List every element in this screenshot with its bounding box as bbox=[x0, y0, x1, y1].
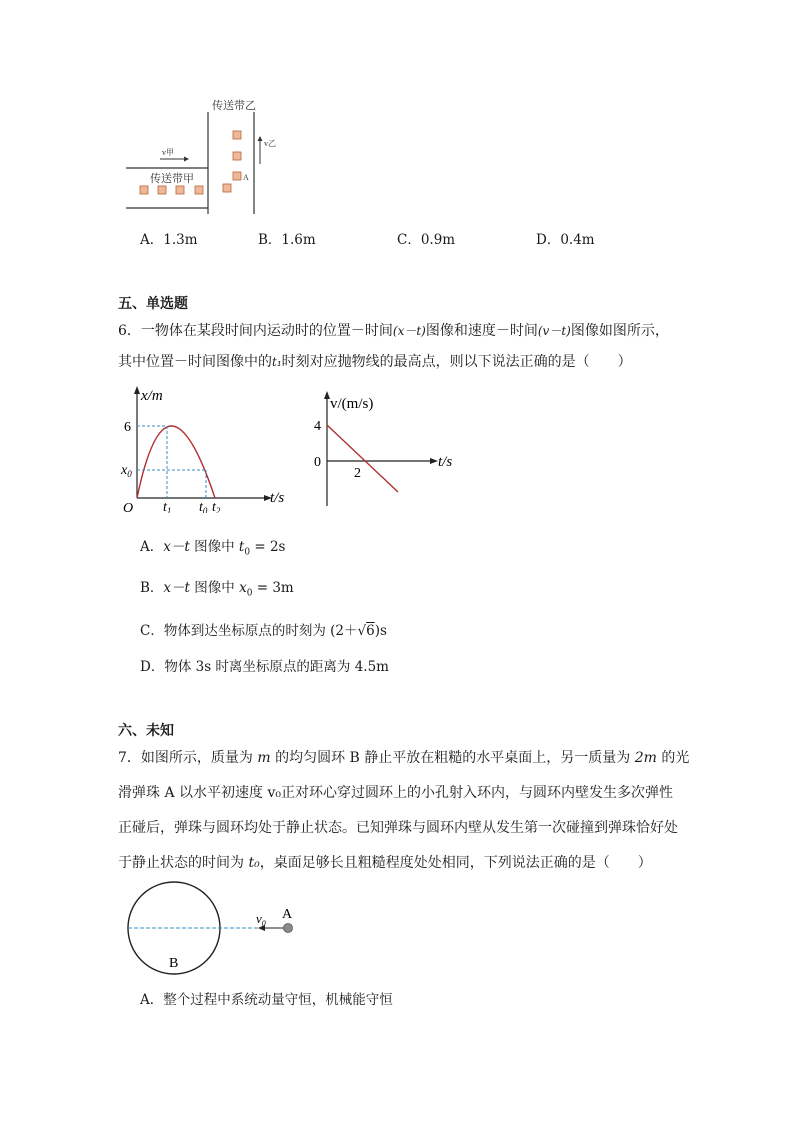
vt-line bbox=[327, 425, 398, 492]
v0-label: $v_0$ bbox=[256, 911, 266, 928]
vt-x-label: t/s bbox=[438, 454, 453, 470]
belt-jia-label: 传送带甲 bbox=[150, 173, 194, 185]
v-yi-arrowhead bbox=[258, 136, 263, 141]
ring-b-label: B bbox=[169, 956, 179, 971]
vt-y-label: v/(m/s) bbox=[330, 396, 374, 412]
vt-zero: 0 bbox=[314, 455, 321, 470]
xt-graph bbox=[118, 383, 298, 513]
q7-line-1: 7．如图所示，质量为 m 的均匀圆环 B 静止平放在粗糙的水平桌面上，另一质量为 2m 的光 bbox=[118, 750, 690, 766]
package bbox=[233, 131, 241, 139]
xt-peak-value: 6 bbox=[124, 420, 131, 435]
ball-a-label: A bbox=[282, 907, 293, 922]
xt-y-arrowhead bbox=[134, 386, 140, 394]
ball-a bbox=[284, 924, 293, 933]
package-a bbox=[233, 172, 241, 180]
ring-figure bbox=[118, 880, 308, 978]
point-a-label: A bbox=[243, 173, 249, 182]
q6-text: 图像如图所示， bbox=[570, 323, 669, 339]
q6-text: 6．一物体在某段时间内运动时的位置－时间 bbox=[118, 323, 393, 339]
vt-y-tick: 4 bbox=[314, 419, 321, 434]
vt-graph bbox=[308, 388, 468, 510]
package bbox=[233, 152, 241, 160]
package bbox=[223, 184, 231, 192]
q5-option-c[interactable]: C．0.9m bbox=[397, 232, 456, 248]
package bbox=[140, 186, 148, 194]
section-five-title: 五、单选题 bbox=[118, 296, 188, 312]
xt-x0-label: $x_0$ bbox=[121, 463, 132, 479]
q5-option-b[interactable]: B．1.6m bbox=[258, 232, 316, 248]
q6-vt-notation: (v－t) bbox=[537, 324, 571, 338]
vt-x-arrowhead bbox=[430, 458, 438, 464]
vt-x-tick: 2 bbox=[354, 466, 361, 481]
section-six-title: 六、未知 bbox=[118, 723, 174, 739]
package bbox=[158, 186, 166, 194]
q6-text: 图像和速度－时间 bbox=[425, 323, 538, 339]
belt-yi-label: 传送带乙 bbox=[212, 100, 256, 112]
package bbox=[195, 186, 203, 194]
xt-origin-label: O bbox=[123, 501, 134, 513]
xt-y-label: x/m bbox=[141, 388, 163, 404]
sqrt-symbol: √ bbox=[357, 623, 367, 639]
xt-x-label: t/s bbox=[270, 490, 285, 506]
conveyor-figure bbox=[120, 96, 280, 218]
xt-t1-label: $t_1$ bbox=[163, 500, 172, 513]
q6-text: 时刻对应抛物线的最高点，则以下说法正确的是（ ） bbox=[281, 354, 632, 370]
q6-option-a[interactable]: A．x－t 图像中 $t_0 = 2s$ bbox=[140, 539, 286, 558]
q6-text: 其中位置－时间图像中的 bbox=[118, 354, 272, 370]
q5-option-d[interactable]: D．0.4m bbox=[536, 232, 595, 248]
xt-curve bbox=[137, 426, 215, 498]
q7-line-2: 滑弹珠 A 以水平初速度 v₀正对环心穿过圆环上的小孔射入环内，与圆环内壁发生多次弹性 bbox=[118, 785, 673, 801]
q6-line-1 bbox=[118, 321, 669, 341]
q7-line-3: 正碰后，弹珠与圆环均处于静止状态。已知弹珠与圆环内壁从发生第一次碰撞到弹珠恰好处 bbox=[118, 820, 678, 836]
q6-line-2 bbox=[118, 352, 632, 372]
q7-line-4: 于静止状态的时间为 t₀，桌面足够长且粗糙程度处处相同，下列说法正确的是（ ） bbox=[118, 855, 652, 871]
v-jia-label: v甲 bbox=[162, 148, 174, 157]
xt-t2-label: $t_2$ bbox=[212, 500, 221, 513]
xt-t0-label: $t_0$ bbox=[199, 500, 208, 513]
v-jia-arrowhead bbox=[184, 157, 189, 162]
q7-option-a[interactable]: A．整个过程中系统动量守恒，机械能守恒 bbox=[140, 992, 393, 1008]
q5-option-a[interactable]: A．1.3m bbox=[140, 232, 198, 248]
q6-option-d[interactable]: D．物体 3s 时离坐标原点的距离为 4.5m bbox=[140, 659, 389, 675]
q6-option-b[interactable]: B．x－t 图像中 $x_0 = 3m$ bbox=[140, 580, 294, 599]
package bbox=[176, 186, 184, 194]
v-yi-label: v乙 bbox=[264, 139, 276, 148]
q6-t1: t₁ bbox=[272, 355, 282, 369]
q6-option-c[interactable]: C．物体到达坐标原点的时刻为 (2＋√6)s bbox=[140, 623, 387, 639]
q6-xt-notation: (x－t) bbox=[392, 324, 426, 338]
